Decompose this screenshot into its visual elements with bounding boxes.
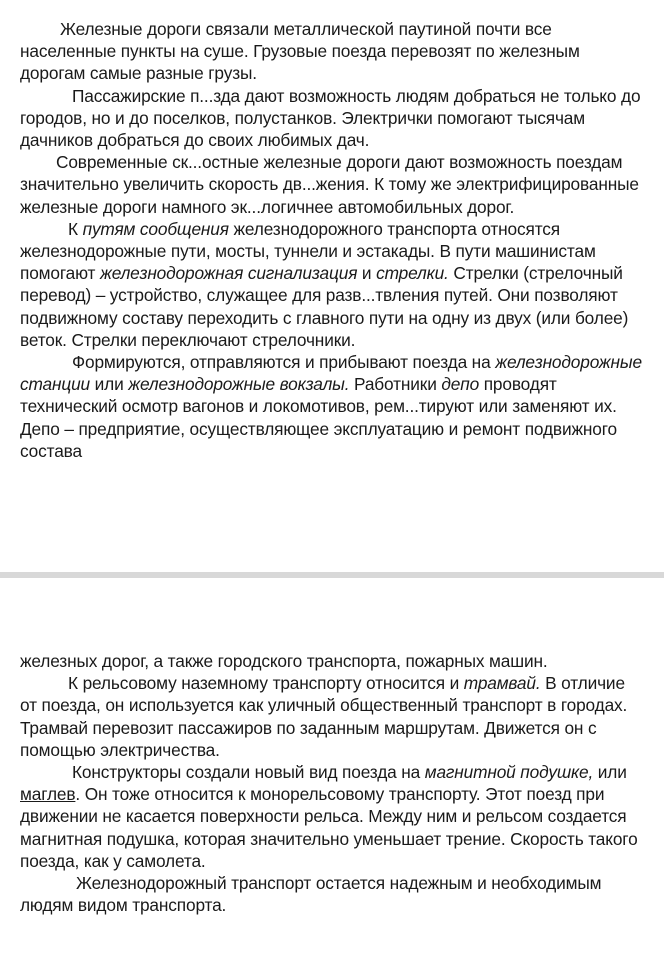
text-run: В отличие от поезда, он используется как уличный общественный транспорт в городах. Трамвай перевозит пассажиров по заданным маршрутам. Движется он с помощью электричества. [20, 673, 628, 760]
text-run: и [357, 263, 377, 284]
underlined-term: маглев [20, 784, 76, 805]
text-run: Конструкторы создали новый вид поезда на [72, 762, 425, 783]
italic-term: железнодорожные вокзалы. [128, 374, 350, 395]
paragraph [20, 650, 644, 672]
text-run: Формируются, отправляются и прибывают поезда на [72, 352, 496, 373]
paragraph [20, 18, 644, 85]
paragraph [20, 872, 644, 916]
page-text-bottom [20, 650, 644, 916]
text-run: Железные дороги связали металлической паутиной почти все населенные пункты на суше. Грузовые поезда перевозят по железным дорогам самые разные грузы. [20, 19, 580, 84]
text-run: железных дорог, а также городского транспорта, пожарных машин. [20, 651, 548, 671]
italic-term: путям сообщения [82, 218, 229, 239]
text-run: К рельсовому наземному транспорту относится и [68, 673, 464, 694]
paragraph [20, 218, 644, 351]
paragraph [20, 761, 644, 872]
document-page-bottom [0, 578, 664, 962]
text-run: Работники [349, 374, 442, 395]
italic-term: железнодорожные станции [20, 352, 642, 395]
italic-term: трамвай. [463, 673, 541, 694]
paragraph [20, 351, 644, 462]
page-text-top [20, 18, 644, 462]
italic-term: стрелки. [376, 263, 449, 284]
text-run: К [68, 218, 83, 239]
text-run: Современные ск...остные железные дороги дают возможность поездам значительно увеличить скорость дв...жения. К тому же электрифицированные железные дороги намного эк...логичнее автомобильных дорог. [20, 152, 639, 217]
italic-term: депо [441, 374, 480, 395]
text-run: или [593, 762, 627, 783]
italic-term: железнодорожная сигнализация [99, 263, 358, 284]
paragraph [20, 672, 644, 761]
text-run: или [90, 374, 129, 395]
text-run: Пассажирские п...зда дают возможность людям добраться не только до городов, но и до поселков, полустанков. Электрички помогают тысячам дачников добраться до своих любимых дач. [20, 85, 641, 151]
text-run: . Он тоже относится к монорельсовому транспорту. Этот поезд при движении не касается поверхности рельса. Между ним и рельсом создается магнитная подушка, которая значительно уменьшает трение. Скорость такого поезда, как у самолета. [20, 784, 638, 871]
text-run: проводят технический осмотр вагонов и локомотивов, рем...тируют или заменяют их. Депо – предприятие, осуществляющее эксплуатацию и ремонт подвижного состава [20, 374, 617, 461]
text-run: Стрелки (стрелочный перевод) – устройство, служащее для разв...твления путей. Они позволяют подвижному составу переходить с главного пути на одну из двух (или более) веток. Стрелки переключают стрелочники. [20, 263, 629, 350]
italic-term: магнитной подушке, [424, 762, 594, 783]
text-run: железнодорожного транспорта относятся железнодорожные пути, мосты, туннели и эстакады. В пути машинистам помогают [20, 218, 596, 284]
text-run: Железнодорожный транспорт остается надежным и необходимым людям видом транспорта. [20, 873, 602, 916]
paragraph [20, 151, 644, 218]
paragraph [20, 85, 644, 152]
